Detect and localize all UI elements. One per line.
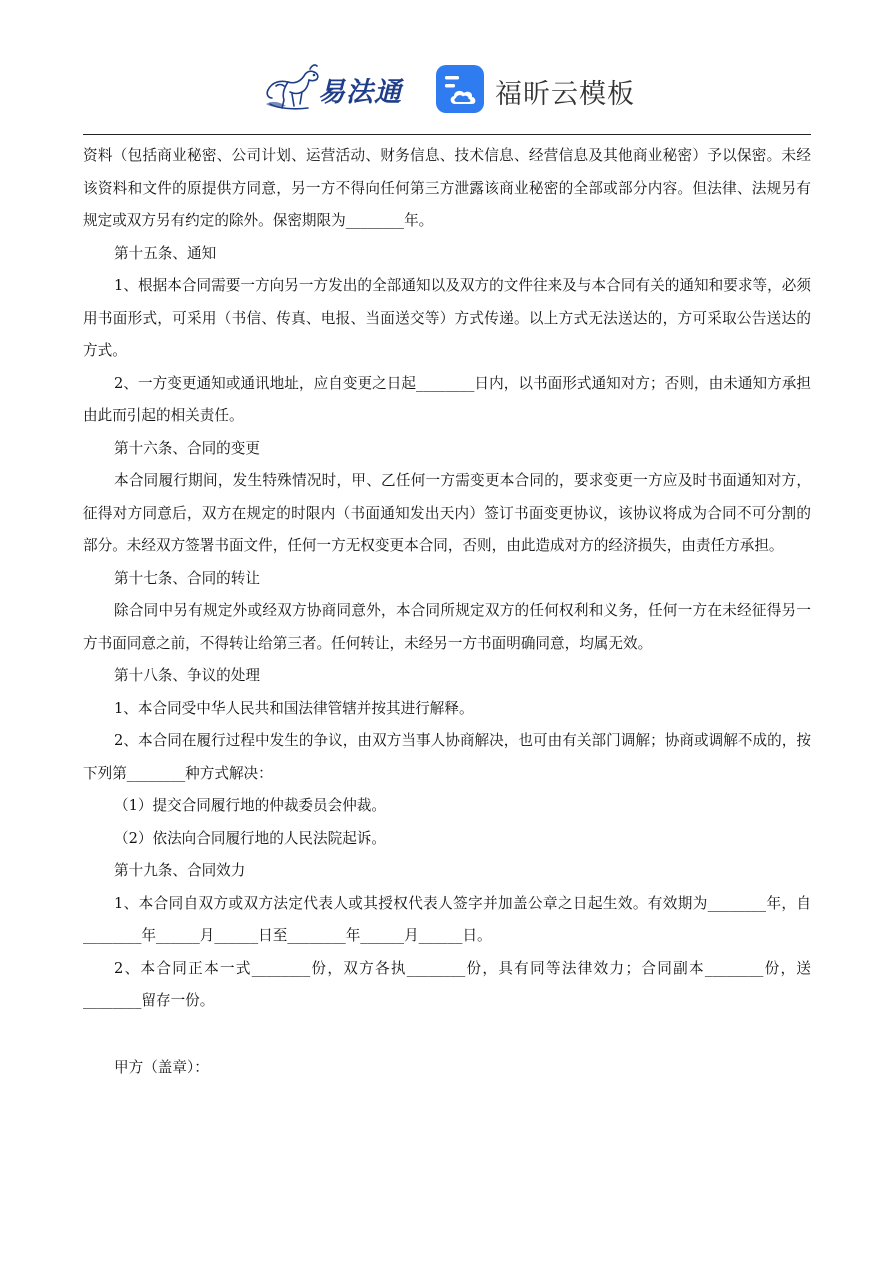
article-17-heading: 第十七条、合同的转让 bbox=[114, 569, 260, 587]
qilin-horse-icon bbox=[262, 60, 324, 116]
article-17-body: 除合同中另有规定外或经双方协商同意外，本合同所规定双方的任何权利和义务，任何一方在未经征得另一方书面同意之前，不得转让给第三者。任何转让，未经另一方书面明确同意，均属无效。 bbox=[83, 602, 811, 652]
article-19-heading: 第十九条、合同效力 bbox=[114, 862, 246, 879]
page-header bbox=[0, 56, 893, 126]
article-16-body: 本合同履行期间，发生特殊情况时，甲、乙任何一方需变更本合同的，要求变更一方应及时书面通知对方，征得对方同意后，双方在规定的时限内（书面通知发出天内）签订书面变更协议，该协议将成为合同不可分割的部分。未经双方签署书面文件，任何一方无权变更本合同，否则，由此造成对方的经济损失，由责任方承担。 bbox=[83, 472, 811, 554]
fuxin-logo-text: 福昕云模板 bbox=[495, 79, 635, 110]
yifatong-logo bbox=[262, 60, 412, 116]
article-15-clause-2: 2、一方变更通知或通讯地址，应自变更之日起________日内，以书面形式通知对方；否则，由未通知方承担由此而引起的相关责任。 bbox=[83, 374, 811, 424]
blank-spacer bbox=[83, 1018, 811, 1052]
article-18-option-2: （2）依法向合同履行地的人民法院起诉。 bbox=[114, 829, 386, 847]
party-a-seal-label: 甲方（盖章）： bbox=[114, 1058, 209, 1076]
article-18-clause-2: 2、本合同在履行过程中发生的争议，由双方当事人协商解决，也可由有关部门调解；协商或调解不成的，按下列第________种方式解决： bbox=[83, 732, 811, 782]
article-15-clause-1: 1、根据本合同需要一方向另一方发出的全部通知以及双方的文件往来及与本合同有关的通知和要求等，必须用书面形式，可采用（书信、传真、电报、当面送交等）方式传递。以上方式无法送达的，方可采取公告送达的方式。 bbox=[83, 277, 811, 359]
fuxin-logo bbox=[435, 62, 645, 116]
document-cloud-icon bbox=[435, 64, 485, 114]
article-18-option-1: （1）提交合同履行地的仲裁委员会仲裁。 bbox=[114, 797, 386, 814]
article-16-heading: 第十六条、合同的变更 bbox=[114, 439, 260, 457]
article-19-clause-2: 2、本合同正本一式________份，双方各执________份，具有同等法律效力；合同副本________份，送________留存一份。 bbox=[83, 959, 811, 1009]
paragraph-confidentiality-continued: 资料（包括商业秘密、公司计划、运营活动、财务信息、技术信息、经营信息及其他商业秘密）予以保密。未经该资料和文件的原提供方同意，另一方不得向任何第三方泄露该商业秘密的全部或部分内容。但法律、法规另有规定或双方另有约定的除外。保密期限为________年。 bbox=[83, 147, 811, 229]
article-18-clause-1: 1、本合同受中华人民共和国法律管辖并按其进行解释。 bbox=[114, 699, 474, 717]
article-15-heading: 第十五条、通知 bbox=[114, 244, 217, 262]
article-19-clause-1: 1、本合同自双方或双方法定代表人或其授权代表人签字并加盖公章之日起生效。有效期为________年，自________年______月______日至________年______月______日。 bbox=[83, 894, 811, 944]
article-18-heading: 第十八条、争议的处理 bbox=[114, 667, 260, 684]
header-divider bbox=[83, 134, 811, 135]
yifatong-logo-text: 易法通 bbox=[318, 77, 402, 108]
document-body bbox=[83, 140, 811, 1084]
